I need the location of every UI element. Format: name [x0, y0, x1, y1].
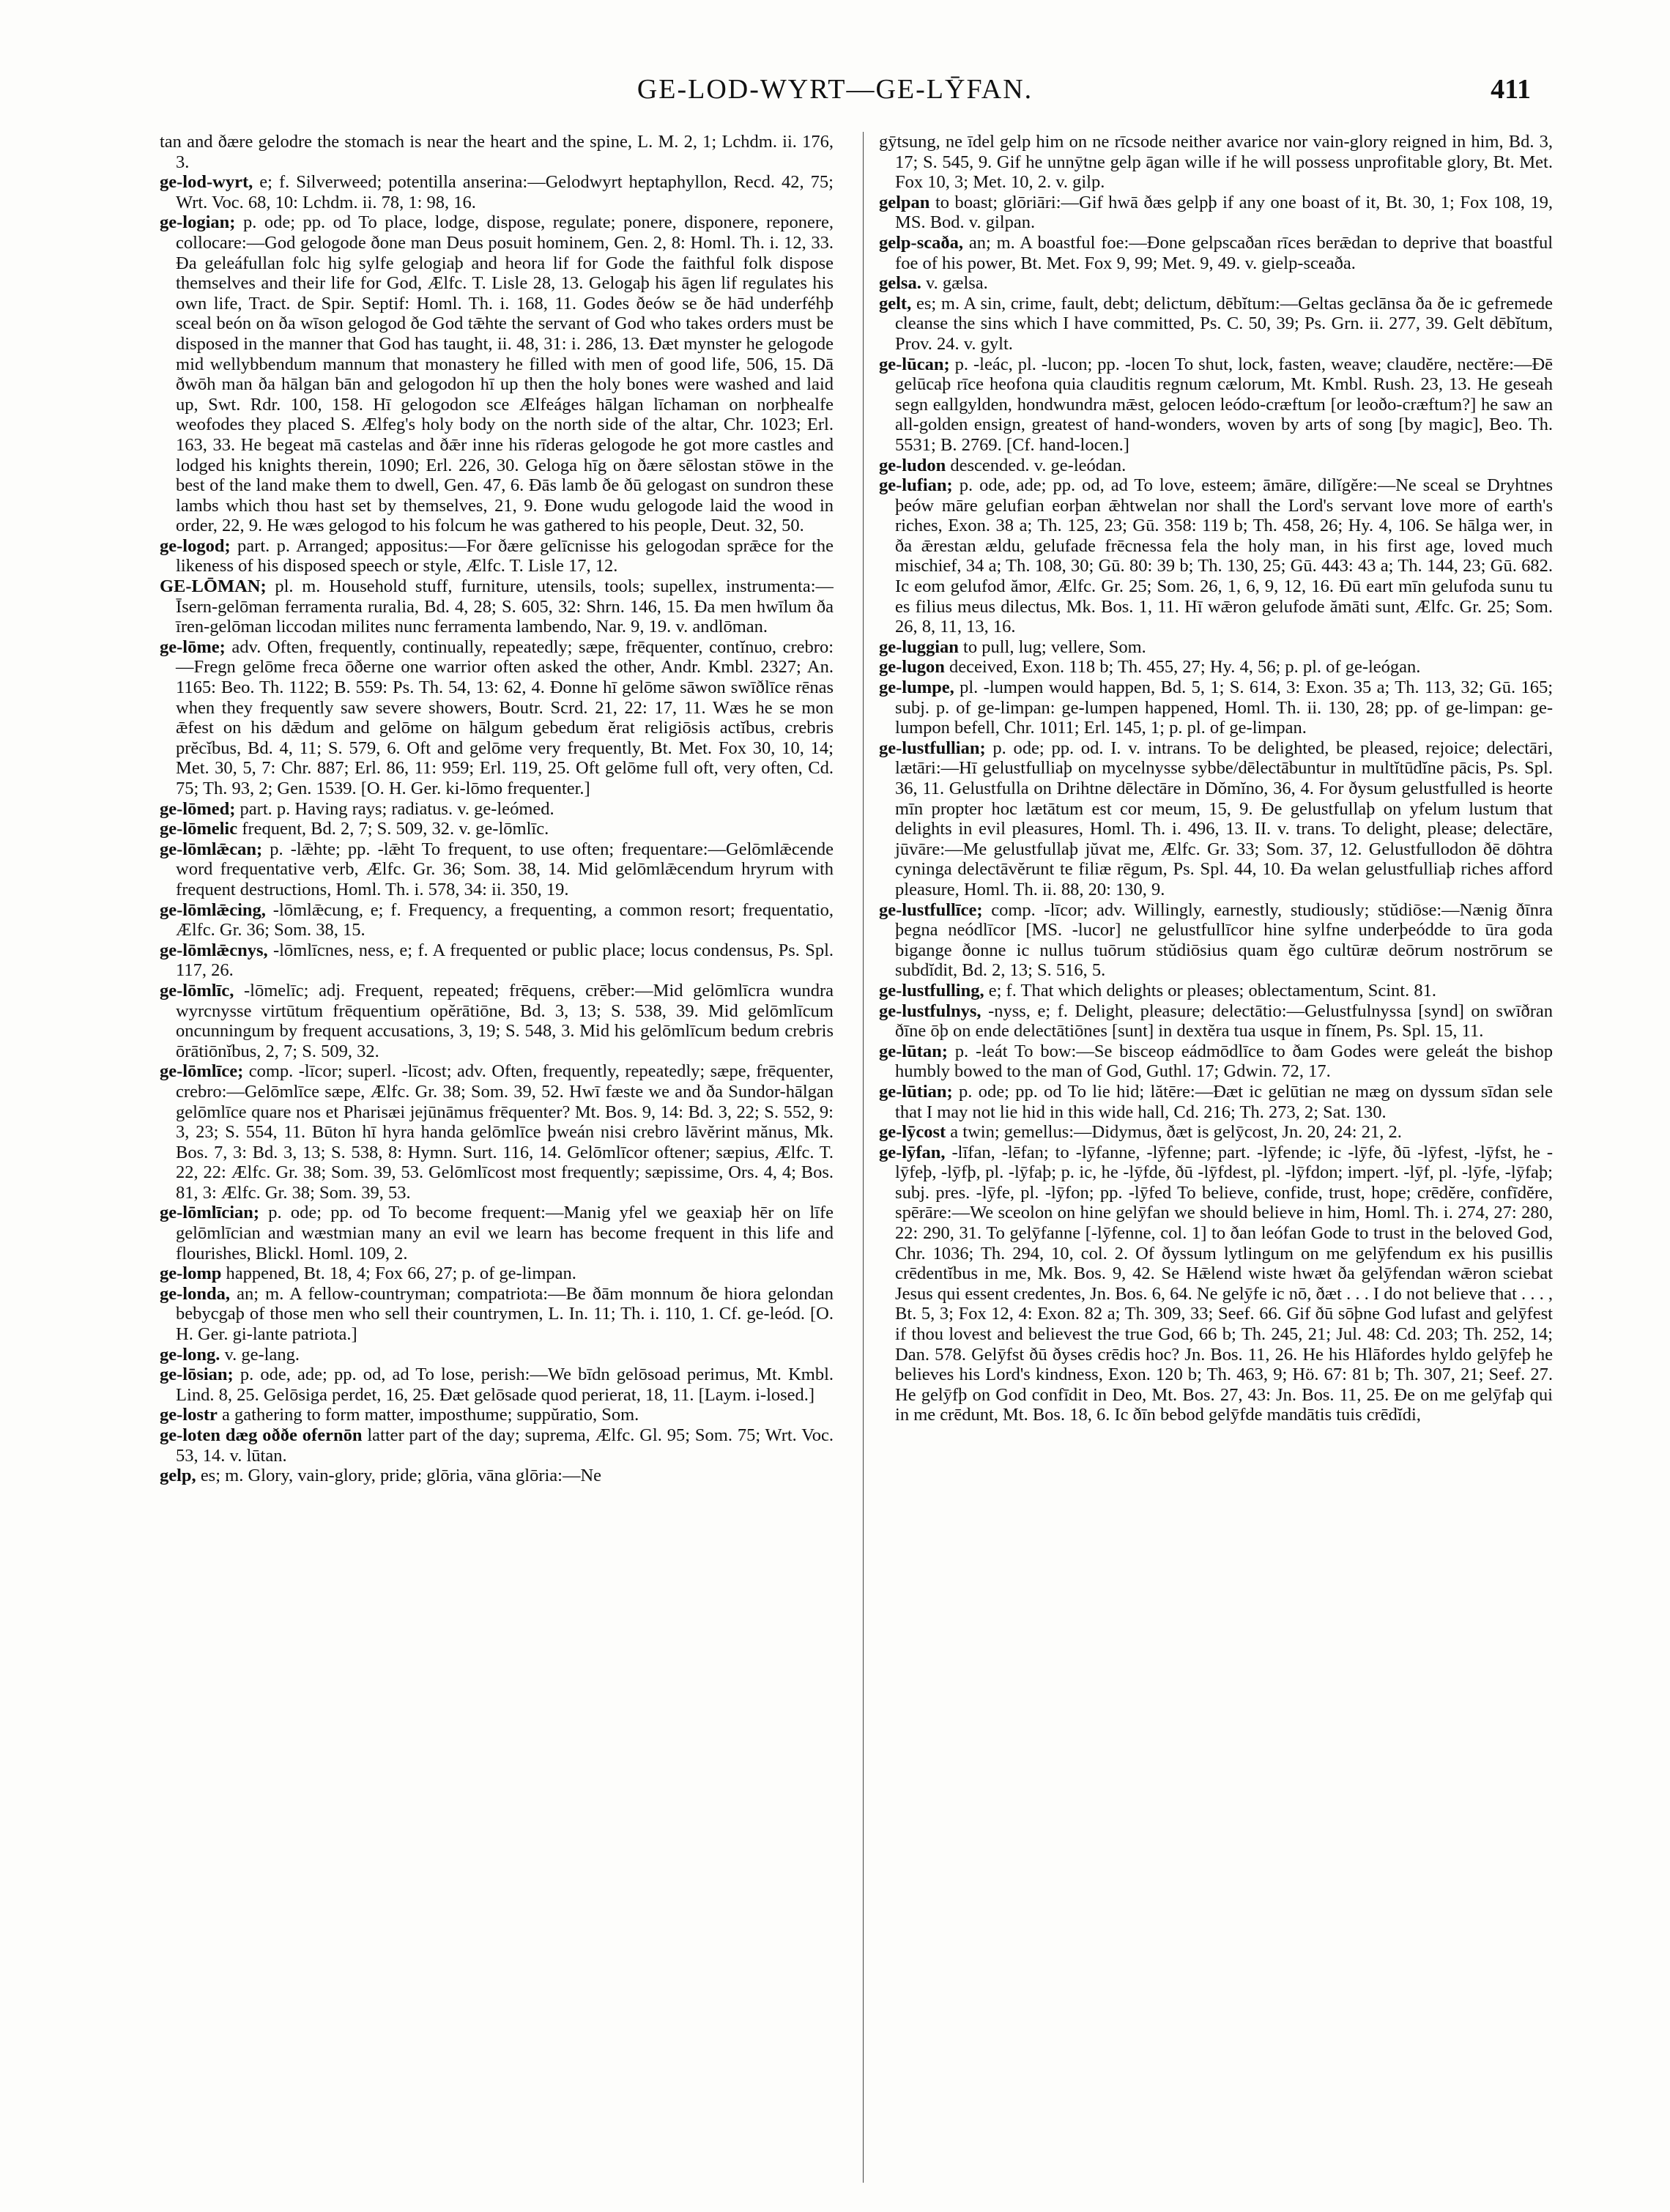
dictionary-entry [879, 193, 1553, 233]
dictionary-entry [879, 1143, 1553, 1425]
entry-text: to boast; glōriāri:—Gif hwā ðæs gelpþ if any one boast of it, Bt. 30, 1; Fox 108, 19, MS. Bod. v. gilpan. [895, 192, 1553, 233]
entry-headword: ge-lūcan; [879, 354, 950, 374]
entry-headword: ge-lōmlǣcnys, [160, 940, 268, 960]
entry-headword: gelsa. [879, 273, 921, 294]
running-title: GE-LOD-WYRT—GE-LȲFAN. [637, 74, 1033, 105]
dictionary-entry [879, 273, 1553, 294]
entry-text: -lōmelīc; adj. Frequent, repeated; frēquens, crēber:—Mid gelōmlīcra wundra wyrcnysse virtūtum frēquentium opĕrātiōne, Bd. 3, 13; S. 538, 39. Mid gelōmlīcum oncunningum by frequent accusations, 3, 19; S. 548, 3. Mid his gelōmlīcum bedum crebris ōrātiōnĭbus, 2, 7; S. 509, 32. [176, 980, 834, 1061]
page-number: 411 [1491, 74, 1531, 105]
entry-headword: ge-lugon [879, 657, 945, 678]
left-column [160, 132, 834, 2183]
entry-headword: ge-loten dæg oððe ofernōn [160, 1425, 363, 1445]
entry-headword: ge-lostr [160, 1405, 218, 1425]
entry-text: -līfan, -lēfan; to -lȳfanne, -lȳfenne; part. -lȳfende; ic -lȳfe, ðū -lȳfest, -lȳfst, he -lȳfeþ, -lȳfþ, pl. -lȳfaþ; p. ic, he -lȳfde, ðū -lȳfdest, pl. -lȳfdon; impert. -lȳf, pl. -lȳfe, -lȳfaþ; subj. pres. -lȳfe, pl. -lȳfon; pp. -lȳfed To believe, confide, trust, hope; crēdĕre, confīdĕre, spērāre:—We sceolon on hine gelȳfan we should believe in him, Homl. Th. i. 274, 27: 280, 22: 290, 31. To gelȳfanne [-lȳfenne, col. 1] to ðan leófan Gode to trust in the beloved God, Chr. 1036; Th. 294, 10, col. 2. Of ðyssum lytlingum on me gelȳfendum ex his pusillis crēdentĭbus in me, Mk. Bos. 9, 42. Se Hǣlend wiste hwæt ða gelȳfendan wǣron sciebat Jesus qui essent credentes, Jn. Bos. 6, 64. Ne gelȳfe ic nō, ðæt . . . I do not believe that . . . , Bt. 5, 3; Fox 12, 4: Exon. 82 a; Th. 309, 33; Seef. 66. Gif ðū sōþne God lufast and gelȳfest if thou lovest and believest the true God, 66 b; Th. 245, 21; Jul. 48: Cd. 203; Th. 252, 14; Dan. 578. Gelȳfst ðū ðyses crēdis hoc? Jn. Bos. 11, 26. He his Hlāfordes hyldo gelȳfeþ he believes his Lord's kindness, Exon. 120 b; Th. 463, 9; Hö. 67: 81 b; Th. 307, 21; Seef. 27. He gelȳfþ on God confīdit in Deo, Mt. Bos. 27, 43: Jn. Bos. 11, 25. Ðe on me gelȳfaþ qui in me crēdunt, Mt. Bos. 18, 6. Ic ðīn bebod gelȳfde mandātis tuis crēdĭdi, [895, 1142, 1553, 1425]
entry-headword: ge-lōmlīc, [160, 980, 234, 1001]
entry-text: a gathering to form matter, imposthume; suppŭratio, Som. [222, 1405, 639, 1425]
right-column [879, 132, 1553, 2183]
entry-text: es; m. Glory, vain-glory, pride; glōria, vāna glōria:—Ne [200, 1466, 602, 1486]
dictionary-entry [879, 475, 1553, 637]
entry-headword: ge-lōmlǣcan; [160, 839, 263, 859]
entry-text: descended. v. ge-leódan. [950, 455, 1127, 475]
entry-text: v. ge-lang. [224, 1344, 300, 1365]
entry-text: e; f. Silverweed; potentilla anserina:—Gelodwyrt heptaphyllon, Recd. 42, 75; Wrt. Voc. 68, 10: Lchdm. ii. 78, 1: 98, 16. [176, 172, 834, 212]
entry-text: p. -leác, pl. -lucon; pp. -locen To shut, lock, fasten, weave; claudĕre, nectĕre:—Ðē gelūcaþ rīce heofona quia clauditis regnum cælorum, Mt. Kmbl. Rush. 23, 13. He geseah segn eallgylden, hondwundra mǣst, gelocen leódo-cræftum [or leoðo-cræftum?] he saw an all-golden ensign, greatest of hand-wonders, woven by arts of song [by magic], Beo. Th. 5531; B. 2769. [Cf. hand-locen.] [895, 354, 1553, 455]
entry-headword: ge-lōmelic [160, 819, 238, 839]
dictionary-entry [160, 1203, 834, 1263]
dictionary-entry [160, 1263, 834, 1284]
dictionary-entry [879, 1042, 1553, 1082]
dictionary-entry [879, 1082, 1553, 1122]
entry-headword: ge-lūtian; [879, 1081, 953, 1102]
dictionary-entry [160, 576, 834, 637]
entry-headword: gelpan [879, 192, 930, 212]
entry-text: p. ode; pp. od To place, lodge, dispose, regulate; ponere, disponere, reponere, collocare:—God gelogode ðone man Deus posuit hominem, Gen. 2, 8: Homl. Th. i. 12, 33. Ða geleáfullan folc hig sylfe gelogiaþ and heora lif for Gode the faithful folk dispose themselves and their life for God, Ælfc. T. Lisle 28, 13. Gelogaþ his āgen lif regulates his own life, Tract. de Spir. Septif: Homl. Th. i. 168, 11. Godes ðeów se ðe hād underféhþ sceal beón on ða wīson gelogod ðe God tǣhte the servant of God who takes orders must be disposed in the manner that God has taught, ii. 48, 31: i. 286, 13. Ðæt mynster he gelogode mid wellybbendum mannum that monastery he filled with men of good life, 506, 15. Dā ðwōh man ða hālgan bān and gelogodon hī up then the holy bones were washed and laid up, Swt. Rdr. 100, 158. Hī gelogodon sce Ælfeáges hālgan līchaman on norþhealfe weofodes they placed S. Ælfeg's holy body on the north side of the altar, Chr. 1023; Erl. 163, 33. He begeat mā castelas and ðǣr inne his rīderas gelogode he got more castles and lodged his knights therein, 1090; Erl. 226, 30. Geloga hīg on ðære sēlostan stōwe in the best of the land make them to dwell, Gen. 47, 6. Ðās lamb ðe ðū gelogast on sundron these lambs which thou hast set by themselves, 21, 9. Ðone wudu gelogode laid the wood in order, 22, 9. He wæs gelogod to his folcum he was gathered to his people, Deut. 32, 50. [176, 212, 834, 536]
entry-text: gȳtsung, ne īdel gelp him on ne rīcsode neither avarice nor vain-glory reigned in him, Bd. 3, 17; S. 545, 9. Gif he unnȳtne gelp āgan wille if he will possess unprofitable glory, Bt. Met. Fox 10, 3; Met. 10, 2. v. gilp. [879, 132, 1553, 193]
entry-text: p. ode, ade; pp. od, ad To love, esteem; āmāre, dilĭgĕre:—Ne sceal se Dryhtnes þeów māre gelufian eorþan ǣhtwelan nor shall the Lord's servant love more of earth's riches, Exon. 38 a; Th. 125, 23; Gū. 358: 119 b; Th. 458, 26; Hy. 4, 106. Se hālga wer, in ða ǣrestan ældu, gelufade frēcnessa fela the holy man, in his first age, loved much mischief, 34 a; Th. 108, 30; Gū. 80: 39 b; Th. 130, 25; Gū. 443: 43 a; Th. 144, 23; Gū. 682. Ic eom gelufod ămor, Ælfc. Gr. 25; Som. 26, 1, 6, 9, 12, 16. Ðū eart mīn gelufoda sunu tu es filius meus dilectus, Mk. Bos. 1, 11. Hī wǣron gelufode ămāti sunt, Ælfc. Gr. 25; Som. 26, 8, 11, 13, 16. [895, 475, 1553, 637]
entry-headword: ge-lustfullīce; [879, 899, 983, 920]
entry-text: comp. -līcor; superl. -līcost; adv. Often, frequently, repeatedly; sæpe, frēquenter, crebro:—Gelōmlīce sæpe, Ælfc. Gr. 38; Som. 39, 52. Hwī fæste we and ða Sundor-hālgan gelōmlīce quare nos et Pharisæi jejūnāmus frēquenter? Mt. Bos. 9, 14: Bd. 3, 22; S. 552, 9: 3, 23; S. 554, 11. Būton hī hyra handa gelōmlīce þweán nisi crebro lāvĕrint mănus, Mk. Bos. 7, 3: Bd. 3, 13; S. 538, 8: Hymn. Surt. 116, 14. Gelōmlīcor oftener; sæpius, Ælfc. T. 22, 22: Ælfc. Gr. 38; Som. 39, 53. Gelōmlīcost most frequently; sæpissime, Ors. 4, 4; Bos. 81, 3: Ælfc. Gr. 38; Som. 39, 53. [176, 1061, 834, 1203]
entry-text: p. -leát To bow:—Se bisceop eádmōdlīce to ðam Godes were geleát the bishop humbly bowed to the man of God, Guthl. 17; Gdwin. 72, 17. [895, 1041, 1553, 1082]
entry-text: latter part of the day; suprema, Ælfc. Gl. 95; Som. 75; Wrt. Voc. 53, 14. v. lūtan. [176, 1425, 834, 1466]
entry-headword: ge-luggian [879, 636, 959, 657]
entry-text: frequent, Bd. 2, 7; S. 509, 32. v. ge-lōmlīc. [242, 819, 549, 839]
dictionary-entry [160, 900, 834, 940]
entry-text: p. ode; pp. od To lie hid; lătēre:—Ðæt ic gelūtian ne mæg on dyssum sīdan sele that I may not lie hid in this wide hall, Cd. 216; Th. 273, 2; Sat. 130. [895, 1081, 1553, 1122]
dictionary-entry [160, 981, 834, 1061]
entry-text: e; f. That which delights or pleases; oblectamentum, Scint. 81. [988, 980, 1436, 1001]
entry-headword: ge-lustfulling, [879, 980, 984, 1001]
entry-headword: ge-logod; [160, 535, 231, 556]
entry-text: deceived, Exon. 118 b; Th. 455, 27; Hy. 4, 56; p. pl. of ge-leógan. [949, 657, 1421, 678]
dictionary-entry [879, 1122, 1553, 1143]
dictionary-entry [160, 536, 834, 576]
dictionary-entry [160, 839, 834, 900]
dictionary-entry [879, 678, 1553, 738]
dictionary-entry [879, 294, 1553, 355]
dictionary-entry [160, 1284, 834, 1345]
dictionary-entry [160, 1365, 834, 1405]
dictionary-entry [879, 637, 1553, 658]
entry-headword: ge-lȳfan, [879, 1142, 946, 1162]
entry-headword: ge-lufian; [879, 475, 953, 496]
entry-headword: ge-logian; [160, 212, 236, 233]
entry-headword: ge-lōsian; [160, 1365, 234, 1385]
dictionary-entry [160, 212, 834, 536]
dictionary-entry [879, 355, 1553, 456]
dictionary-entry [160, 1466, 834, 1486]
entry-text: an; m. A fellow-countryman; compatriota:—Be ðām monnum ðe hiora gelondan bebycgaþ of those men who sell their countrymen, L. In. 11; Th. i. 110, 1. Cf. ge-leód. [O. H. Ger. gi-lante patriota.] [176, 1283, 834, 1345]
dictionary-entry [160, 1425, 834, 1466]
entry-headword: ge-lod-wyrt, [160, 172, 253, 193]
entry-headword: ge-lumpe, [879, 678, 954, 698]
dictionary-entry [160, 819, 834, 839]
entry-headword: ge-lustfullian; [879, 738, 986, 758]
entry-text: -lōmlǣcung, e; f. Frequency, a frequenting, a common resort; frequentatio, Ælfc. Gr. 36; Som. 38, 15. [176, 899, 834, 940]
entry-text: an; m. A boastful foe:—Ðone gelpscaðan rīces berǣdan to deprive that boastful foe of his power, Bt. Met. Fox 9, 99; Met. 9, 49. v. gielp-sceaða. [895, 232, 1553, 273]
dictionary-entry [879, 981, 1553, 1001]
entry-text: es; m. A sin, crime, fault, debt; delictum, dēbĭtum:—Geltas geclānsa ða ðe ic gefremede cleanse the sins which I have committed, Ps. C. 50, 39; Ps. Grn. ii. 277, 39. Gelt dēbĭtum, Prov. 24. v. gylt. [895, 293, 1553, 354]
dictionary-entry [879, 456, 1553, 476]
dictionary-entry [879, 233, 1553, 273]
dictionary-entry [879, 900, 1553, 981]
entry-text: to pull, lug; vellere, Som. [963, 636, 1146, 657]
entry-headword: ge-lōmlīcian; [160, 1203, 260, 1223]
entry-headword: ge-lustfulnys, [879, 1001, 981, 1021]
entry-headword: gelp-scaða, [879, 232, 963, 253]
entry-headword: gelp, [160, 1466, 196, 1486]
entry-text: a twin; gemellus:—Didymus, ðæt is gelȳcost, Jn. 20, 24: 21, 2. [950, 1122, 1402, 1143]
column-divider [863, 132, 864, 2183]
dictionary-entry [160, 799, 834, 820]
entry-text: -nyss, e; f. Delight, pleasure; delectātio:—Gelustfulnyssa [synd] on swīðran ðīne ōþ on ende delectātiōnes [sunt] in dextĕra tua usque in fĭnem, Ps. Spl. 15, 11. [895, 1001, 1553, 1042]
entry-text: -lōmlīcnes, ness, e; f. A frequented or public place; locus condensus, Ps. Spl. 117, 26. [176, 940, 834, 981]
dictionary-entry [160, 940, 834, 981]
dictionary-entry [879, 132, 1553, 193]
entry-headword: ge-lōmlīce; [160, 1061, 244, 1082]
entry-headword: ge-long. [160, 1344, 220, 1365]
entry-text: tan and ðære gelodre the stomach is near the heart and the spine, L. M. 2, 1; Lchdm. ii. 176, 3. [160, 132, 834, 172]
dictionary-entry [160, 172, 834, 212]
entry-headword: ge-lōme; [160, 636, 226, 657]
entry-text: p. ode; pp. od. I. v. intrans. To be delighted, be pleased, rejoice; delectāri, lætāri:—Hī gelustfulliaþ on mycelnysse sybbe/dēlectābuntur in multĭtūdĭne pācis, Ps. Spl. 36, 11. Gelustfulla on Drihtne dēlectāre in Dŏmĭno, 36, 4. For ðysum gelustfulled is heorte mīn propter hoc lætātum est cor meum, 15, 9. Ðe gelustfullaþ on yfelum lustum that delights in evil pleasures, Homl. Th. i. 496, 13. II. v. trans. To delight, please; delectāre, jūvāre:—Me gelustfullaþ jŭvat me, Ælfc. Gr. 33; Som. 37, 12. Gelustfullodon ðē dōhtra cyninga delectāvĕrunt te filiæ rēgum, Ps. Spl. 44, 10. Ða welan gelustfulliaþ riches afford pleasure, Homl. Th. ii. 88, 20: 130, 9. [895, 738, 1553, 899]
entry-text: comp. -līcor; adv. Willingly, earnestly, studiously; stŭdiōse:—Nænig ðīnra þegna neódlīcor [MS. -lucor] ne gelustfullīcor hine sylfne underþeódde to ūra goda bigange ðonne ic nullus tuōrum stŭdiōsius quam ĕgo cultūræ deōrum nostrōrum se subdĭdit, Bd. 2, 13; S. 516, 5. [895, 899, 1553, 981]
entry-headword: ge-lȳcost [879, 1122, 946, 1143]
entry-text: p. -lǣhte; pp. -lǣht To frequent, to use often; frequentare:—Gelōmlǣcende word frequentative verb, Ælfc. Gr. 36; Som. 38, 14. Mid gelōmlǣcendum hryrum with frequent destructions, Homl. Th. i. 578, 34: ii. 350, 19. [176, 839, 834, 899]
dictionary-entry [160, 1405, 834, 1425]
entry-text: adv. Often, frequently, continually, repeatedly; sæpe, frēquenter, contĭnuo, crebro:—Fregn gelōme freca ōðerne one warrior often asked the other, Andr. Kmbl. 2327; An. 1165: Beo. Th. 1122; B. 559: Ps. Th. 54, 13: 62, 4. Ðonne hī gelōme sāwon swīðlīce rēnas when they frequently saw severe showers, Boutr. Scrd. 21, 22: 17, 11. Wæs he se mon ǣfest on his dǣdum and gelōme on hālgum gebedum ĕrat religiōsis actĭbus, crebris prĕcĭbus, Bd. 4, 11; S. 579, 6. Oft and gelōme very frequently, Bt. Met. Fox 30, 10, 14; Met. 30, 5, 7: Chr. 887; Erl. 86, 11: 959; Erl. 119, 25. Oft gelōme full oft, very often, Cd. 75; Th. 93, 2; Gen. 1539. [O. H. Ger. ki-lōmo frequenter.] [176, 636, 834, 798]
entry-headword: ge-ludon [879, 455, 946, 475]
entry-text: happened, Bt. 18, 4; Fox 66, 27; p. of ge-limpan. [226, 1263, 576, 1284]
entry-headword: gelt, [879, 293, 912, 313]
dictionary-entry [160, 1345, 834, 1365]
dictionary-entry [879, 1001, 1553, 1042]
entry-headword: ge-lōmlǣcing, [160, 899, 266, 920]
entry-headword: ge-lūtan; [879, 1041, 948, 1061]
dictionary-entry [160, 637, 834, 799]
entry-text: part. p. Arranged; appositus:—For ðære gelīcnisse his gelogodan sprǣce for the likeness of his disposed speech or style, Ælfc. T. Lisle 17, 12. [176, 535, 834, 576]
entry-text: p. ode; pp. od To become frequent:—Manig yfel we geaxiaþ hēr on līfe gelōmlīcian and wæstmian many an evil we learn has become frequent in this life and flourishes, Blickl. Homl. 109, 2. [176, 1203, 834, 1263]
dictionary-entry [160, 1061, 834, 1203]
entry-headword: ge-lomp [160, 1263, 222, 1284]
entry-text: v. gælsa. [925, 273, 988, 294]
entry-text: pl. -lumpen would happen, Bd. 5, 1; S. 614, 3: Exon. 35 a; Th. 113, 32; Gū. 165; subj. p. of ge-limpan: ge-lumpen happened, Homl. Th. ii. 130, 28; pp. of ge-limpan: ge-lumpon befell, Chr. 1011; Erl. 145, 1; p. pl. of ge-limpan. [895, 678, 1553, 738]
dictionary-entry [160, 132, 834, 172]
entry-text: p. ode, ade; pp. od, ad To lose, perish:—We bīdn gelōsoad perimus, Mt. Kmbl. Lind. 8, 25. Gelōsiga perdet, 16, 25. Ðæt gelōsade quod perierat, 18, 11. [Laym. i-losed.] [176, 1365, 834, 1405]
entry-text: pl. m. Household stuff, furniture, utensils, tools; supellex, instrumenta:—Īsern-gelōman ferramenta ruralia, Bd. 4, 28; S. 605, 32: Shrn. 146, 15. Ða men hwīlum ða īren-gelōman liccodan milites nunc ferramenta lambendo, Nar. 9, 19. v. andlōman. [176, 576, 834, 637]
entry-headword: ge-lōmed; [160, 798, 236, 819]
entry-headword: ge-londa, [160, 1283, 230, 1304]
entry-headword: GE-LŌMAN; [160, 576, 267, 597]
dictionary-entry [879, 657, 1553, 678]
dictionary-entry [879, 738, 1553, 900]
entry-text: part. p. Having rays; radiatus. v. ge-leómed. [240, 798, 554, 819]
